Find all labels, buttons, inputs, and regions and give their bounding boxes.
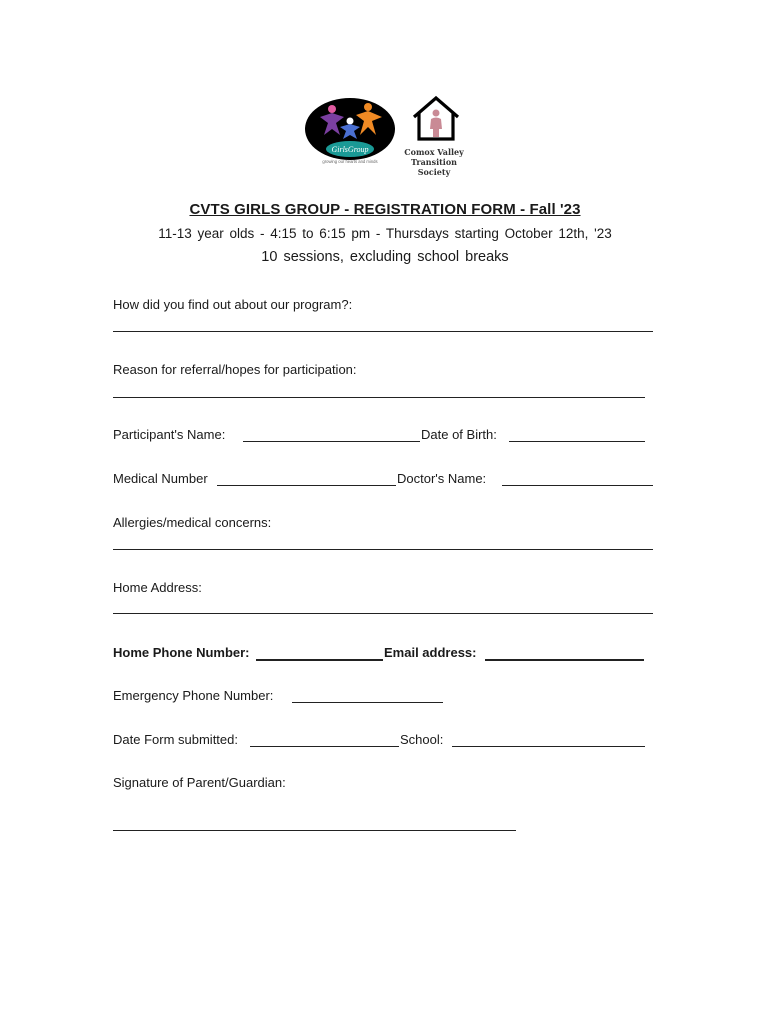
emergency-phone-label: Emergency Phone Number: — [113, 688, 274, 703]
allergies-field[interactable] — [113, 549, 653, 550]
allergies-label: Allergies/medical concerns: — [113, 515, 272, 530]
found-out-field[interactable] — [113, 331, 653, 332]
cvts-name: Comox Valley Transition Society — [404, 147, 464, 177]
home-phone-field[interactable] — [256, 659, 383, 661]
participant-name-label: Participant's Name: — [113, 427, 226, 442]
school-field[interactable] — [452, 746, 645, 747]
found-out-label: How did you find out about our program?: — [113, 297, 353, 312]
signature-label: Signature of Parent/Guardian: — [113, 775, 286, 790]
cvts-house-icon — [408, 95, 464, 141]
doctor-name-label: Doctor's Name: — [397, 471, 487, 486]
home-phone-label: Home Phone Number: — [113, 645, 250, 660]
doctor-name-field[interactable] — [502, 485, 653, 486]
medical-number-label: Medical Number — [113, 471, 208, 486]
sessions-note: 10 sessions, excluding school breaks — [261, 249, 509, 265]
date-submitted-label: Date Form submitted: — [113, 732, 238, 747]
school-label: School: — [400, 732, 444, 747]
home-address-field[interactable] — [113, 613, 653, 614]
participant-name-field[interactable] — [243, 441, 420, 442]
email-field[interactable] — [485, 659, 644, 661]
date-submitted-field[interactable] — [250, 746, 399, 747]
girl-figure-icon — [430, 110, 442, 138]
medical-number-field[interactable] — [217, 485, 396, 486]
email-label: Email address: — [384, 645, 477, 660]
form-subtitle: 11-13 year olds - 4:15 to 6:15 pm - Thursdays starting October 12th, '23 — [158, 226, 612, 241]
form-title: CVTS GIRLS GROUP - REGISTRATION FORM - Fall '23 — [189, 201, 581, 218]
reason-field[interactable] — [113, 397, 645, 398]
girls-group-badge — [326, 141, 374, 157]
girls-group-badge-text: GirlsGroup — [331, 145, 369, 154]
signature-field[interactable] — [113, 830, 516, 831]
date-of-birth-label: Date of Birth: — [421, 427, 497, 442]
emergency-phone-field[interactable] — [292, 702, 443, 703]
girls-group-logo — [302, 95, 398, 165]
date-of-birth-field[interactable] — [509, 441, 645, 442]
home-address-label: Home Address: — [113, 580, 202, 595]
girls-group-tagline: growing our hearts and minds — [322, 159, 378, 164]
reason-label: Reason for referral/hopes for participation: — [113, 362, 357, 377]
